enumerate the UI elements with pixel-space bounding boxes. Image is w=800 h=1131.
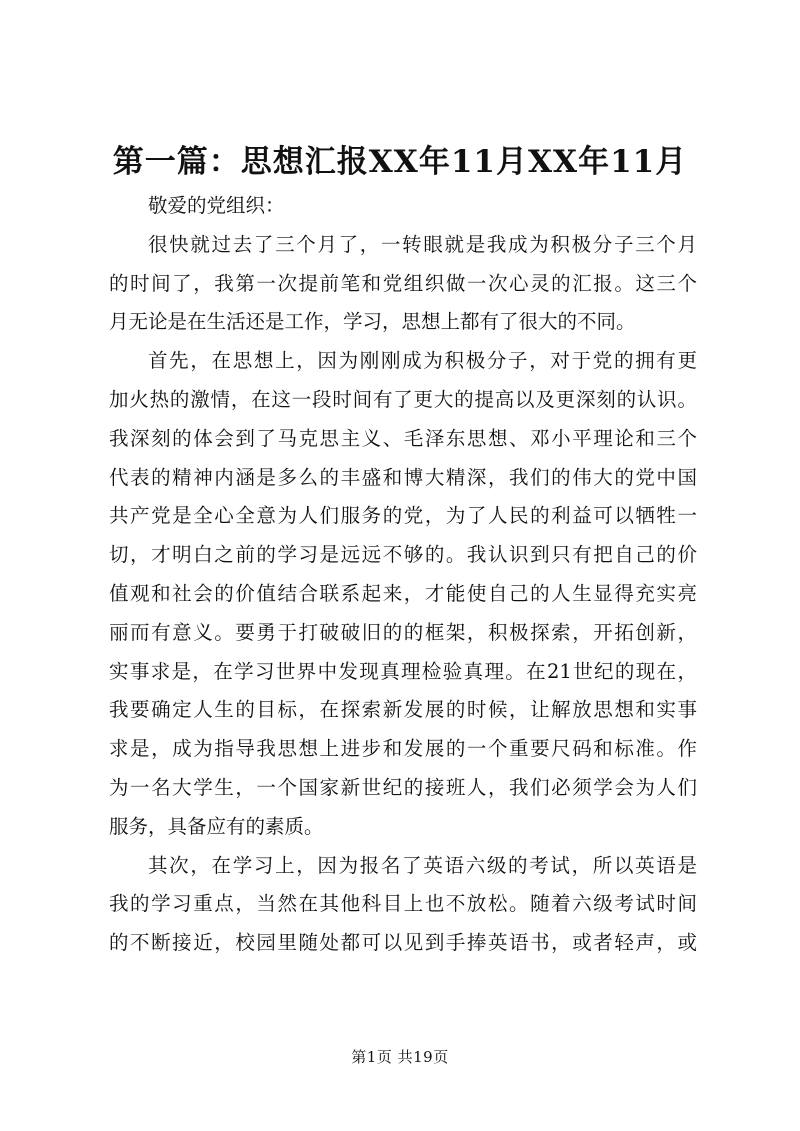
paragraph-line: 的时间了，我第一次提前笔和党组织做一次心灵的汇报。这三个 [109,271,697,295]
page-number: 第1页 共19页 [351,1048,449,1066]
document-body [109,187,697,963]
paragraph-line: 其次，在学习上，因为报名了英语六级的考试，所以英语是 [148,853,697,877]
paragraph-line: 首先，在思想上，因为刚刚成为积极分子，对于党的拥有更 [148,349,697,373]
paragraph-line: 为一名大学生，一个国家新世纪的接班人，我们必须学会为人们 [109,775,697,799]
paragraph-3 [109,847,697,963]
salutation-line: 敬爱的党组织： [148,194,285,217]
paragraph-line: 代表的精神内涵是多么的丰盛和博大精深，我们的伟大的党中国 [109,465,697,489]
paragraph-line: 共产党是全心全意为人们服务的党，为了人民的利益可以牺牲一 [109,504,697,528]
document-title: 第一篇：思想汇报XX年11月XX年11月 [112,144,688,180]
paragraph-line: 求是，成为指导我思想上进步和发展的一个重要尺码和标准。作 [109,737,697,761]
paragraph-line: 丽而有意义。要勇于打破破旧的的框架，积极探索，开拓创新， [109,620,697,644]
paragraph-line: 服务，具备应有的素质。 [109,814,324,838]
paragraph-line: 我的学习重点，当然在其他科目上也不放松。随着六级考试时间 [109,892,697,916]
paragraph-line: 我深刻的体会到了马克思主义、毛泽东思想、邓小平理论和三个 [109,426,697,450]
salutation [109,187,697,226]
paragraph-line: 加火热的激情，在这一段时间有了更大的提高以及更深刻的认识。 [109,387,697,411]
paragraph-line: 实事求是，在学习世界中发现真理检验真理。在21世纪的现在， [109,659,697,683]
paragraph-line: 切，才明白之前的学习是远远不够的。我认识到只有把自己的价 [109,543,697,567]
paragraph-line: 月无论是在生活还是工作，学习，思想上都有了很大的不同。 [109,310,636,334]
paragraph-2 [109,342,697,846]
paragraph-line: 很快就过去了三个月了，一转眼就是我成为积极分子三个月 [148,232,697,256]
paragraph-line: 值观和社会的价值结合联系起来，才能使自己的人生显得充实亮 [109,581,697,605]
paragraph-1 [109,226,697,342]
paragraph-line: 的不断接近，校园里随处都可以见到手捧英语书，或者轻声，或 [109,931,697,955]
paragraph-line: 我要确定人生的目标，在探索新发展的时候，让解放思想和实事 [109,698,697,722]
